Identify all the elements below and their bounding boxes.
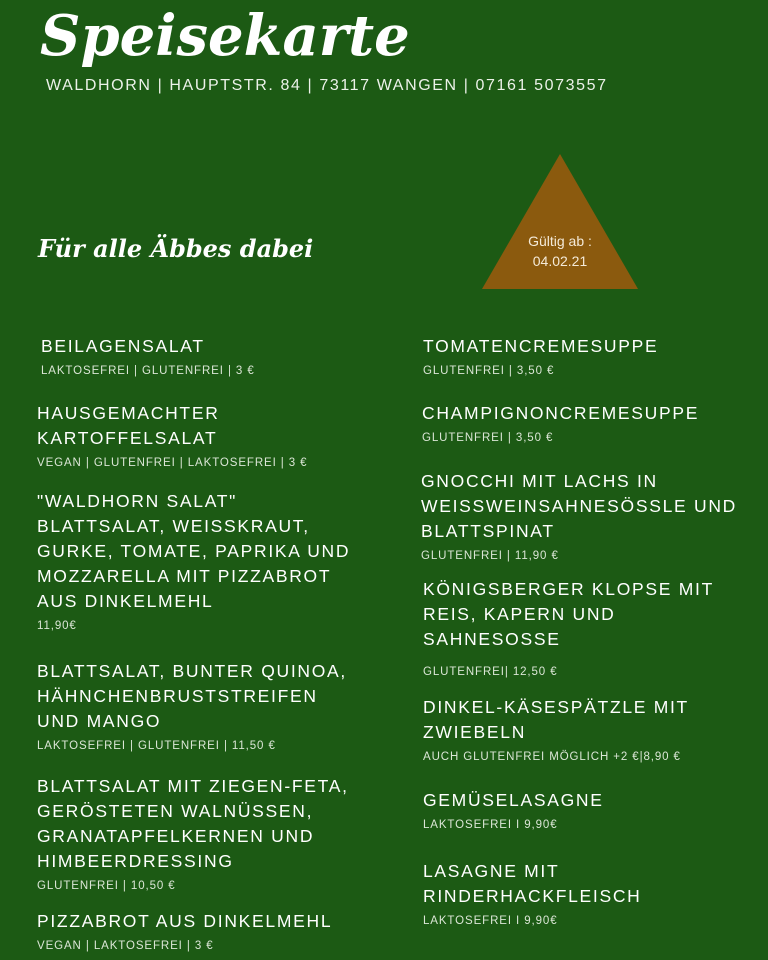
validity-label: Gültig ab : bbox=[528, 233, 592, 249]
menu-subtitle: Für alle Äbbes dabei bbox=[38, 234, 314, 263]
menu-item-name: KÖNIGSBERGER KLOPSE MIT REIS, KAPERN UND SAHNESOSSE bbox=[423, 579, 714, 649]
menu-item-name: PIZZABROT AUS DINKELMEHL bbox=[37, 911, 333, 931]
menu-item-ziegenfeta-salat bbox=[37, 774, 349, 894]
menu-item-koenigsberger-klopse bbox=[423, 577, 714, 680]
menu-item-meta: GLUTENFREI | 3,50 € bbox=[422, 432, 554, 444]
menu-item-tomatencremesuppe bbox=[423, 334, 658, 379]
menu-item-name: "WALDHORN SALAT" BLATTSALAT, WEISSKRAUT, GURKE, TOMATE, PAPRIKA UND MOZZARELLA MIT PIZZABROT AUS DINKELMEHL bbox=[37, 491, 351, 611]
menu-item-beilagensalat bbox=[41, 334, 255, 379]
menu-item-meta: GLUTENFREI | 11,90 € bbox=[421, 550, 559, 562]
menu-item-name: LASAGNE MIT RINDERHACKFLEISCH bbox=[423, 861, 642, 906]
menu-item-name: BLATTSALAT, BUNTER QUINOA, HÄHNCHENBRUSTSTREIFEN UND MANGO bbox=[37, 661, 347, 731]
menu-item-meta: 11,90€ bbox=[37, 620, 77, 632]
menu-item-gnocchi bbox=[421, 469, 737, 564]
page-title: Speisekarte bbox=[40, 3, 410, 69]
menu-item-meta: LAKTOSEFREI | GLUTENFREI | 3 € bbox=[41, 365, 255, 377]
menu-item-name: BLATTSALAT MIT ZIEGEN-FETA, GERÖSTETEN WALNÜSSEN, GRANATAPFELKERNEN UND HIMBEERDRESSING bbox=[37, 776, 349, 871]
menu-item-name: HAUSGEMACHTER KARTOFFELSALAT bbox=[37, 403, 220, 448]
menu-item-name: DINKEL-KÄSESPÄTZLE MIT ZWIEBELN bbox=[423, 697, 689, 742]
menu-item-name: TOMATENCREMESUPPE bbox=[423, 336, 659, 356]
menu-item-meta: GLUTENFREI | 10,50 € bbox=[37, 880, 176, 892]
menu-item-quinoa-salat bbox=[37, 659, 347, 754]
menu-item-gemueselasagne bbox=[423, 788, 604, 833]
menu-item-name: GNOCCHI MIT LACHS IN WEISSWEINSAHNESÖSSLE UND BLATTSPINAT bbox=[421, 471, 737, 541]
menu-item-waldhorn-salat bbox=[37, 489, 350, 634]
menu-item-champignoncremesuppe bbox=[422, 401, 699, 446]
menu-item-meta: LAKTOSEFREI | GLUTENFREI | 11,50 € bbox=[37, 740, 276, 752]
menu-item-lasagne-rinderhack bbox=[423, 859, 642, 929]
menu-item-meta: VEGAN | LAKTOSEFREI | 3 € bbox=[37, 940, 214, 952]
menu-item-kaesespaetzle bbox=[423, 695, 689, 765]
menu-item-meta: GLUTENFREI | 3,50 € bbox=[423, 365, 555, 377]
menu-item-name: BEILAGENSALAT bbox=[41, 336, 205, 356]
menu-item-pizzabrot bbox=[37, 909, 332, 954]
menu-item-meta: LAKTOSEFREI I 9,90€ bbox=[423, 915, 558, 927]
menu-item-name: CHAMPIGNONCREMESUPPE bbox=[422, 403, 700, 423]
menu-item-name: GEMÜSELASAGNE bbox=[423, 790, 604, 810]
validity-value: 04.02.21 bbox=[532, 253, 588, 269]
menu-item-meta: AUCH GLUTENFREI MÖGLICH +2 €|8,90 € bbox=[423, 751, 681, 763]
menu-item-meta: LAKTOSEFREI I 9,90€ bbox=[423, 819, 558, 831]
restaurant-address: WALDHORN | HAUPTSTR. 84 | 73117 WANGEN | 07161 5073557 bbox=[46, 77, 608, 94]
menu-item-meta: VEGAN | GLUTENFREI | LAKTOSEFREI | 3 € bbox=[37, 457, 308, 469]
menu-item-meta: GLUTENFREI| 12,50 € bbox=[423, 666, 558, 678]
menu-item-kartoffelsalat bbox=[37, 401, 307, 471]
validity-date bbox=[510, 231, 610, 271]
